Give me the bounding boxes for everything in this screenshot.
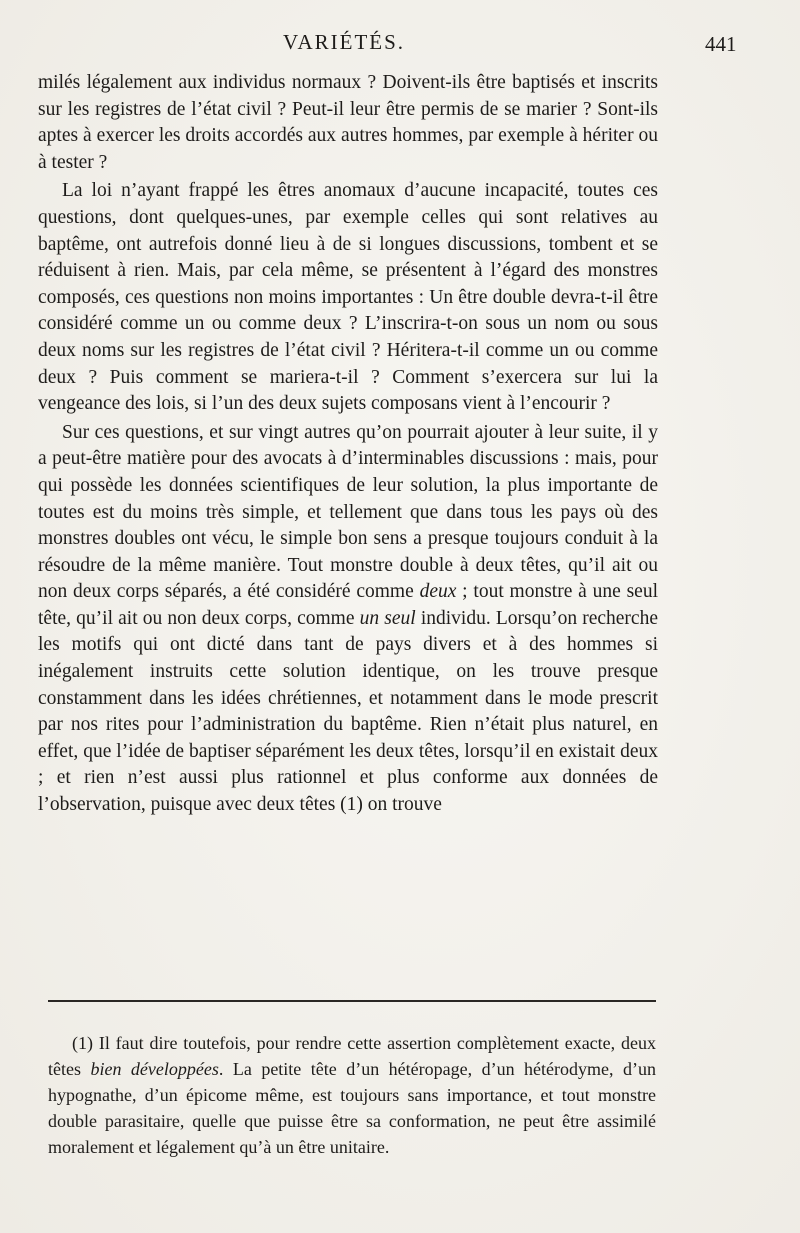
footnote-text-part: . La petite tête d’un hétéropage, d’un hétérodyme, d’un hypognathe, d’un épicome même, est toujours sans importance, et tout monstre double parasitaire, quelle que puisse être sa conformation, ne peut être assimilé moralement et légalement qu’à un être unitaire.: [48, 1059, 656, 1157]
paragraph-text-part: ; tout monstre à une seul tête, qu’il ait ou non deux corps, comme: [38, 581, 658, 629]
footnote-italic-term: bien développées: [90, 1059, 219, 1079]
paragraph-baptism-solution: [38, 420, 658, 819]
main-text: [38, 70, 658, 819]
running-title: VARIÉTÉS.: [283, 30, 406, 54]
footnote-divider: [48, 1000, 656, 1002]
running-head: [0, 30, 800, 64]
italic-term-deux: deux: [419, 581, 457, 603]
paragraph-legal-questions: La loi n’ayant frappé les êtres anomaux d’aucune incapacité, toutes ces questions, dont quelques-unes, par exemple celles qui sont relatives au baptême, ont autrefois donné lieu à de si longues discussions, tombent et se réduisent à rien. Mais, par cela même, se présentent à l’égard des monstres composés, ces questions non moins importantes : Un être double devra-t-il être considéré comme un ou comme deux ? L’inscrira-t-on sous un nom ou sous deux noms sur les registres de l’état civil ? Héritera-t-il comme un ou comme deux ? Puis comment se mariera-t-il ? Comment s’exercera sur lui la vengeance des lois, si l’un des deux sujets composans vient à l’encourir ?: [38, 180, 658, 415]
footnote: [48, 1030, 656, 1160]
page-number: 441: [705, 32, 737, 56]
paragraph-text-part: individu. Lorsqu’on recherche les motifs qui ont dicté dans tant de pays divers et à des hommes si inégalement instruits cette solution identique, on les trouve presque constamment dans les idées chrétiennes, et notamment dans le mode prescrit par nos rites pour l’administration du baptême. Rien n’était plus naturel, en effet, que l’idée de baptiser séparément les deux têtes, lorsqu’il en existait deux ; et rien n’est aussi plus rationnel et plus conforme aux données de l’observation, puisque avec deux têtes (1) on trouve: [38, 607, 658, 816]
paragraph-text-part: Sur ces questions, et sur vingt autres qu’on pourrait ajouter à leur suite, il y a peut-être matière pour des avocats à d’interminables discussions : mais, pour qui possède les données scientifiques de leur solution, la plus importante de toutes est du moins très simple, et tellement que dans tous les pays où des monstres doubles ont vécu, le simple bon sens a presque toujours conduit à la résoudre de la même manière. Tout monstre double à deux têtes, qu’il ait ou non deux corps séparés, a été considéré comme: [38, 421, 658, 603]
italic-term-un-seul: un seul: [359, 607, 416, 629]
paragraph-continued: milés légalement aux individus normaux ? Doivent-ils être baptisés et inscrits sur les registres de l’état civil ? Peut-il leur être permis de se marier ? Sont-ils aptes à exercer les droits accordés aux autres hommes, par exemple à hériter ou à tester ?: [38, 72, 658, 173]
footnote-text-part: (1) Il faut dire toutefois, pour rendre cette assertion complètement exacte, deux têtes: [48, 1033, 656, 1079]
footnote-text: [48, 1030, 656, 1160]
